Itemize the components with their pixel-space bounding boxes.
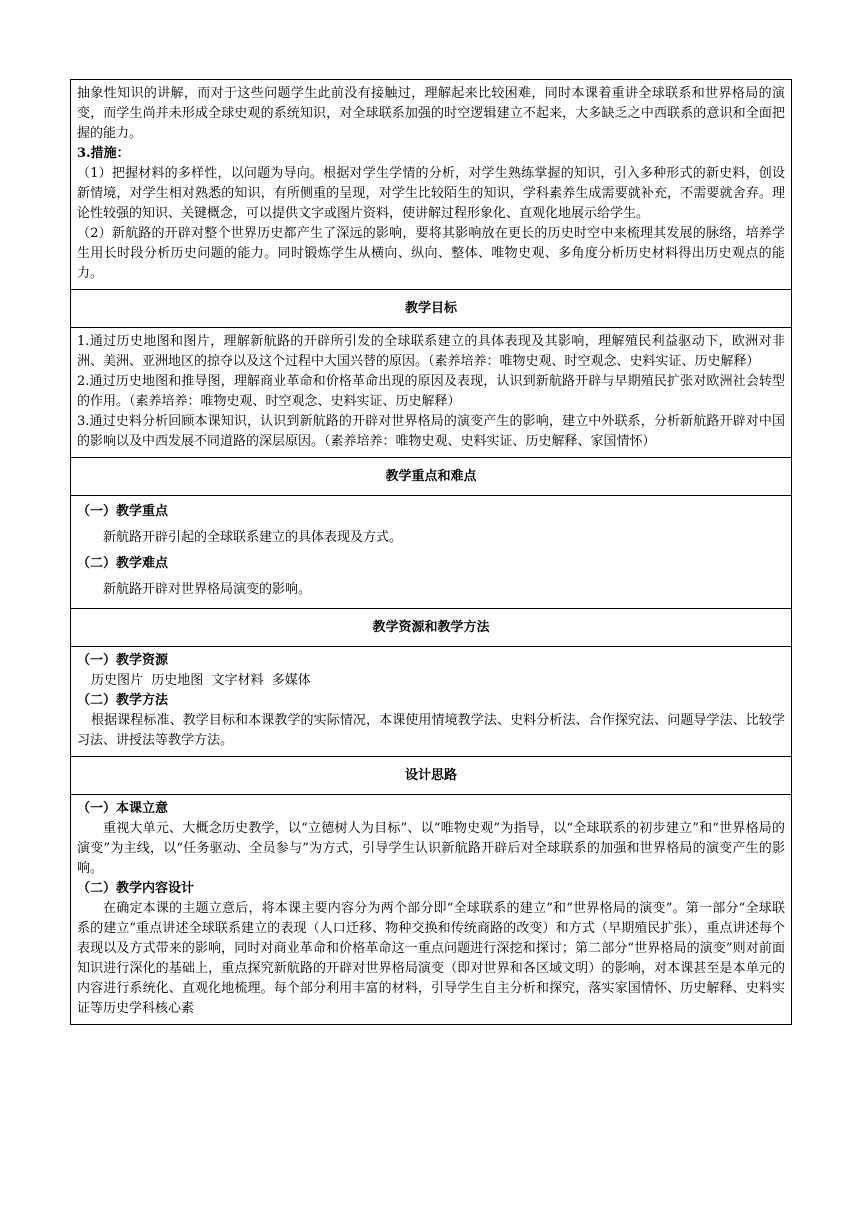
analysis-intro-paragraph: 抽象性知识的讲解，而对于这些问题学生此前没有接触过，理解起来比较困难，同时本课着重讲全球联系和世界格局的演变，而学生尚并未形成全球史观的系统知识，对全球联系加强的时空逻辑建立不起来，大多缺乏之中西联系的意识和全面把握的能力。 (77, 86, 785, 141)
focus-text: 新航路开辟引起的全球联系建立的具体表现及方式。 (103, 530, 403, 545)
analysis-cell (71, 80, 792, 290)
objective-item-1: 1.通过历史地图和图片，理解新航路的开辟所引发的全球联系建立的具体表现及其影响，理解殖民利益驱动下，欧洲对非洲、美洲、亚洲地区的掠夺以及这个过程中大国兴替的原因。（素养培养：唯物史观、时空观念、史料实证、历史解释） (77, 334, 785, 369)
design-row (71, 795, 792, 1025)
key-points-heading: 教学重点和难点 (71, 458, 792, 496)
analysis-row (71, 80, 792, 290)
methods-text: 根据课程标准、教学目标和本课教学的实际情况，本课使用情境教学法、史料分析法、合作探究法、问题导学法、比较学习法、讲授法等教学方法。 (77, 713, 785, 748)
difficulty-text: 新航路开辟对世界格局演变的影响。 (103, 582, 312, 597)
key-points-cell (71, 496, 792, 609)
content-design-text: 在确定本课的主题立意后，将本课主要内容分为两个部分即“全球联系的建立”和“世界格局的演变”。第一部分“全球联系的建立”重点讲述全球联系建立的表现（人口迁移、物种交换和传统商路的改变）和方式（早期殖民扩张），重点讲述每个表现以及方式带来的影响，同时对商业革命和价格革命这一重点问题进行深挖和探讨；第二部分“世界格局的演变”则对前面知识进行深化的基础上，重点探究新航路的开辟对世界格局演变（即对世界和各区域文明）的影响，对本课甚至是本单元的内容进行系统化、直观化地梳理。每个部分利用丰富的材料，引导学生自主分析和探究，落实家国情怀、历史解释、史料实证等历史学科核心素 (77, 901, 785, 1016)
objectives-row (71, 328, 792, 458)
design-heading: 设计思路 (71, 757, 792, 795)
measure-paragraph-1: （1）把握材料的多样性，以问题为导向。根据对学生学情的分析，对学生熟练掌握的知识，引入多种形式的新史料，创设新情境，对学生相对熟悉的知识，有所侧重的呈现，对学生比较陌生的知识，学科素养生成需要就补充，不需要就舍弃。理论性较强的知识、关键概念，可以提供文字或图片资料，使讲解过程形象化、直观化地展示给学生。 (77, 166, 785, 221)
difficulty-title: （二）教学难点 (77, 556, 169, 571)
intent-title: （一）本课立意 (77, 801, 169, 816)
objectives-heading: 教学目标 (71, 290, 792, 328)
intent-text: 重视大单元、大概念历史教学，以“立德树人为目标”、以“唯物史观”为指导，以“全球联系的初步建立”和“世界格局的演变”为主线，以“任务驱动、全员参与”为方式，引导学生认识新航路开辟后对全球联系的加强和世界格局的演变产生的影响。 (77, 821, 785, 876)
key-points-row (71, 496, 792, 609)
resources-cell (71, 647, 792, 757)
lesson-plan-table (70, 79, 792, 1025)
measures-heading: 3.措施： (77, 146, 130, 161)
resources-heading-row (71, 609, 792, 647)
focus-title: （一）教学重点 (77, 504, 169, 519)
key-points-heading-row (71, 458, 792, 496)
objective-item-3: 3.通过史料分析回顾本课知识，认识到新航路的开辟对世界格局的演变产生的影响，建立中外联系，分析新航路开辟对中国的影响以及中西发展不同道路的深层原因。（素养培养：唯物史观、史料实证、历史解释、家国情怀） (77, 414, 785, 449)
design-cell (71, 795, 792, 1025)
design-heading-row (71, 757, 792, 795)
objectives-cell (71, 328, 792, 458)
resources-row (71, 647, 792, 757)
resources-heading: 教学资源和教学方法 (71, 609, 792, 647)
methods-title: （二）教学方法 (77, 693, 169, 708)
objectives-heading-row (71, 290, 792, 328)
resources-text: 历史图片 历史地图 文字材料 多媒体 (91, 673, 311, 688)
content-design-title: （二）教学内容设计 (77, 881, 195, 896)
measure-paragraph-2: （2）新航路的开辟对整个世界历史都产生了深远的影响，要将其影响放在更长的历史时空中来梳理其发展的脉络，培养学生用长时段分析历史问题的能力。同时锻炼学生从横向、纵向、整体、唯物史观、多角度分析历史材料得出历史观点的能力。 (77, 226, 785, 281)
objective-item-2: 2.通过历史地图和推导图，理解商业革命和价格革命出现的原因及表现，认识到新航路开辟与早期殖民扩张对欧洲社会转型的作用。（素养培养：唯物史观、时空观念、史料实证、历史解释） (77, 374, 785, 409)
resources-title: （一）教学资源 (77, 653, 169, 668)
